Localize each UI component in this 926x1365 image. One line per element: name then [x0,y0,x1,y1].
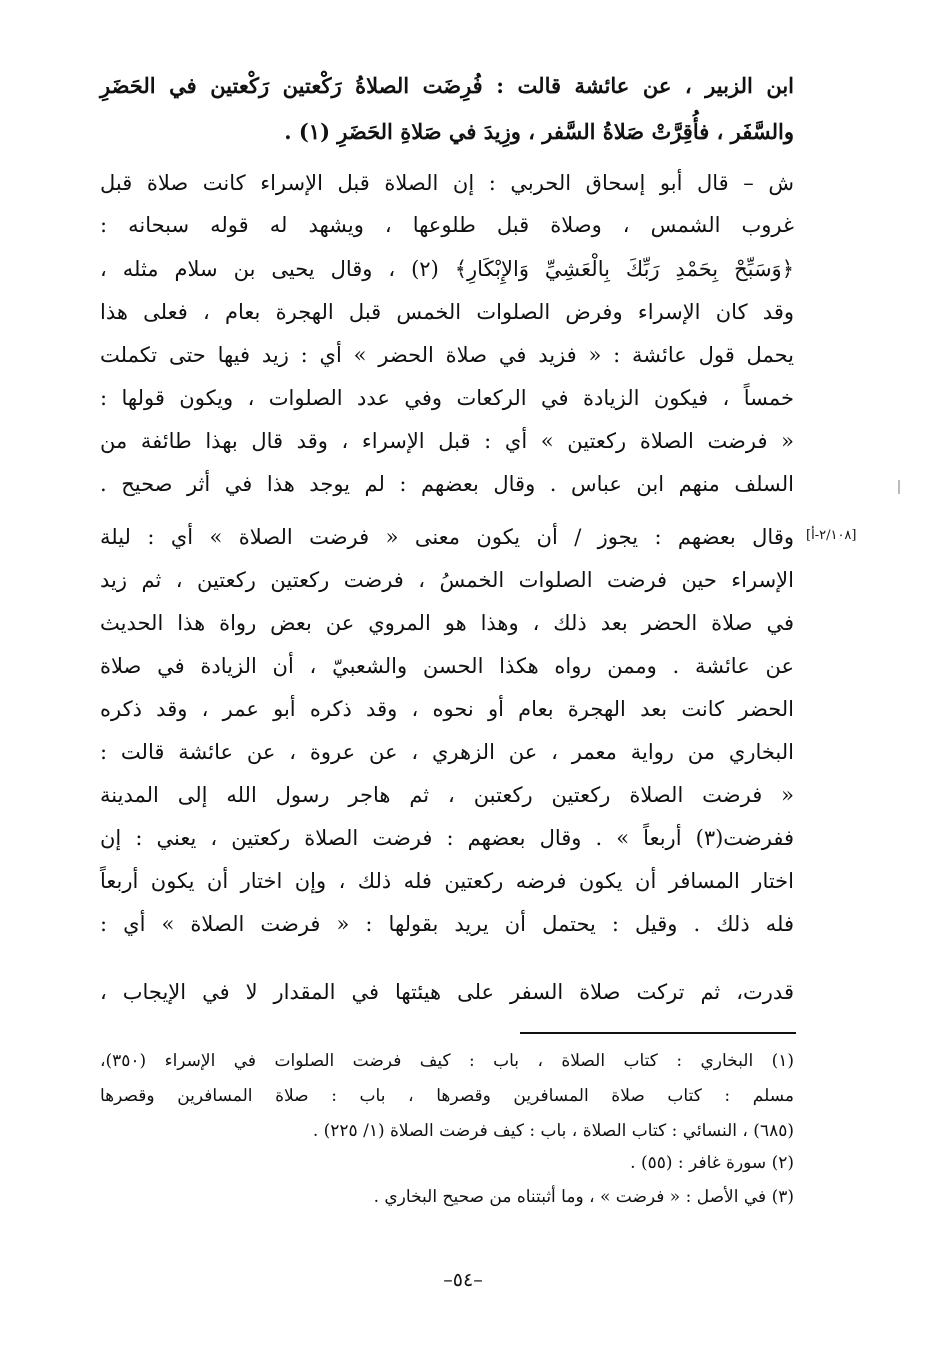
commentary-line: وقد كان الإسراء وفرض الصلوات الخمس قبل الهجرة بعام ، فعلى هذا [100,300,794,324]
commentary-line: وقال بعضهم : يجوز / أن يكون معنى « فرضت الصلاة » أي : ليلة [100,525,794,549]
footnote-1-line-2: مسلم : كتاب صلاة المسافرين وقصرها ، باب : صلاة المسافرين وقصرها [100,1086,794,1106]
footnote-2: (٢) سورة غافر : (٥٥) . [630,1153,794,1173]
commentary-line: البخاري من رواية معمر ، عن الزهري ، عن عروة ، عن عائشة قالت : [100,740,794,764]
hadith-line-1: ابن الزبير ، عن عائشة قالت : فُرِضَت الصلاةُ رَكْعتين رَكْعتين في الحَضَرِ [100,73,794,98]
commentary-line: اختار المسافر أن يكون فرضه ركعتين فله ذلك ، وإن اختار أن يكون أربعاً [100,869,794,893]
footnote-3: (٣) في الأصل : « فرضت » ، وما أثبتناه من صحيح البخاري . [373,1187,794,1207]
commentary-line: « فرضت الصلاة ركعتين » أي : قبل الإسراء ، وقد قال بهذا طائفة من [100,429,794,453]
commentary-line: قدرت، ثم تركت صلاة السفر على هيئتها في المقدار لا في الإيجاب ، [100,980,794,1004]
scan-mark [898,480,900,494]
footnote-1-line-3: (٦٨٥) ، النسائي : كتاب الصلاة ، باب : كيف فرضت الصلاة (١/ ٢٢٥) . [312,1121,794,1141]
commentary-line: في صلاة الحضر بعد ذلك ، وهذا هو المروي عن بعض رواة هذا الحديث [100,611,794,635]
commentary-line: ش – قال أبو إسحاق الحربي : إن الصلاة قبل الإسراء كانت صلاة قبل [100,171,794,195]
footnote-1-line-1: (١) البخاري : كتاب الصلاة ، باب : كيف فرضت الصلوات في الإسراء (٣٥٠)، [100,1051,794,1071]
manuscript-folio-reference: [٢/١٠٨-أ] [806,528,857,543]
commentary-line: فله ذلك . وقيل : يحتمل أن يريد بقولها : « فرضت الصلاة » أي : [100,912,794,936]
footnote-divider [520,1032,796,1034]
commentary-line: الإسراء حين فرضت الصلوات الخمسُ ، فرضت ركعتين ركعتين ، ثم زيد [100,568,794,592]
commentary-line: ففرضت(٣) أربعاً » . وقال بعضهم : فرضت الصلاة ركعتين ، يعني : إن [100,826,794,850]
hadith-line-2: والسَّفَر ، فأُقِرَّتْ صَلاةُ السَّفر ، وزِيدَ في صَلاةِ الحَضَرِ (١) . [284,119,794,144]
commentary-line: ﴿وَسَبِّحْ بِحَمْدِ رَبِّكَ بِالْعَشِيِّ وَالإِبْكَارِ﴾ (٢) ، وقال يحيى بن سلام مثله ، [100,257,794,281]
commentary-line: « فرضت الصلاة ركعتين ركعتبن ، ثم هاجر رسول الله إلى المدينة [100,783,794,807]
commentary-line: عن عائشة . وممن رواه هكذا الحسن والشعبيّ ، أن الزيادة في صلاة [100,654,794,678]
commentary-line: يحمل قول عائشة : « فزيد في صلاة الحضر » أي : زيد فيها حتى تكملت [100,343,794,367]
page-number: –٥٤– [443,1269,483,1291]
main-text [100,0,794,1030]
commentary-line: خمساً ، فيكون الزيادة في الركعات وفي عدد الصلوات ، ويكون قولها : [100,386,794,410]
commentary-line: غروب الشمس ، وصلاة قبل طلوعها ، ويشهد له قوله سبحانه : [100,213,794,237]
commentary-line: السلف منهم ابن عباس . وقال بعضهم : لم يوجد هذا في أثر صحيح . [100,472,794,496]
commentary-line: الحضر كانت بعد الهجرة بعام أو نحوه ، وقد ذكره أبو عمر ، وقد ذكره [100,697,794,721]
